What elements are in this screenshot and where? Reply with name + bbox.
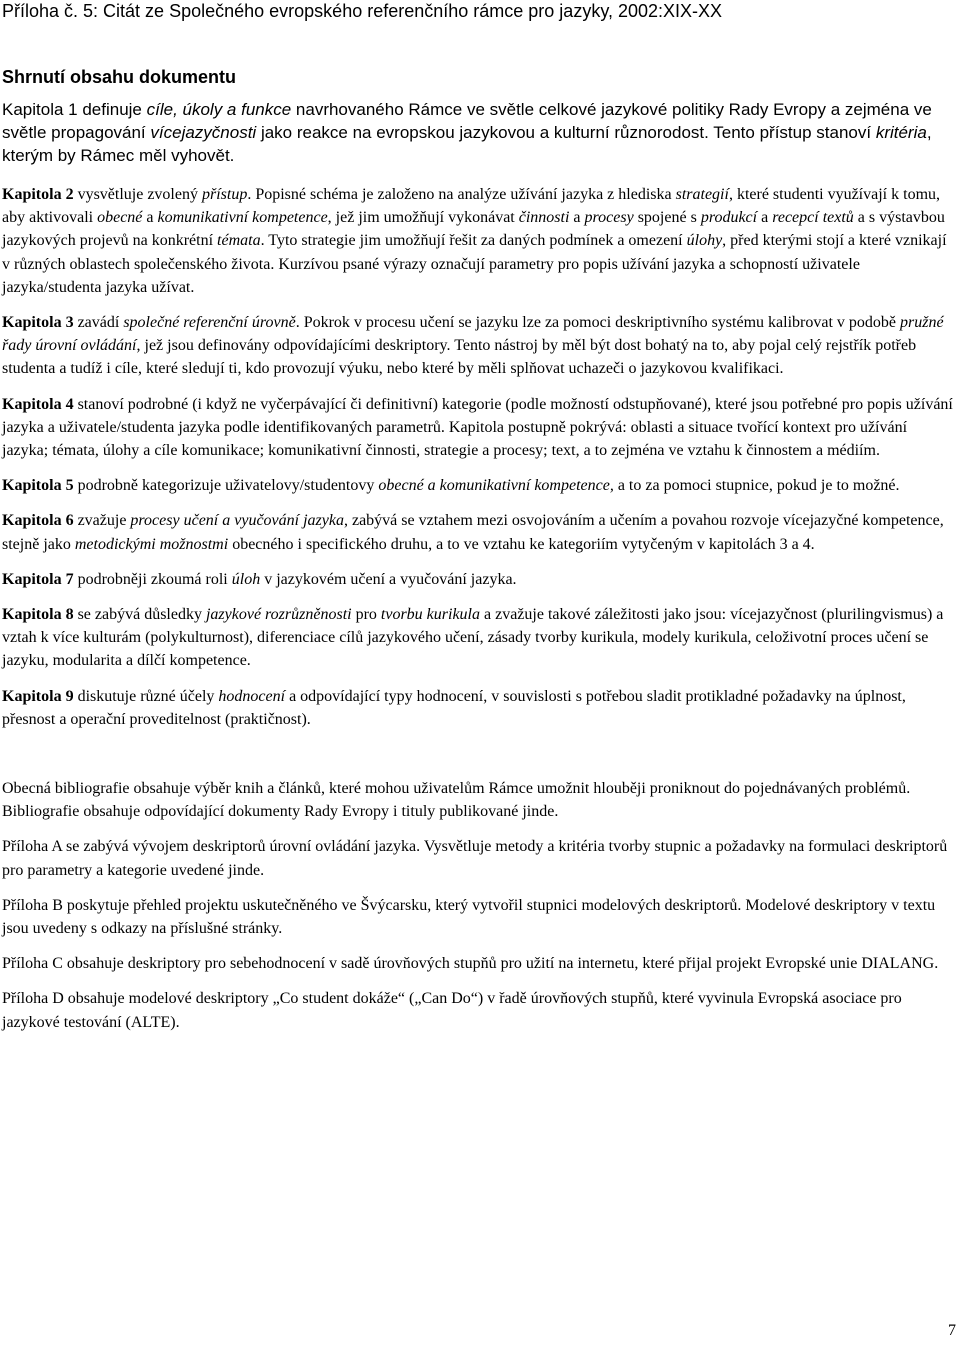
text: . Popisné schéma je založeno na analýze užívání jazyka z hlediska [247,186,676,203]
emphasis: kritéria [875,123,927,142]
text: podrobněji zkoumá roli [73,570,232,588]
chapter-1-paragraph [2,98,954,167]
chapter-label: Kapitola 7 [2,570,74,588]
emphasis: metodickými možnostmi [74,535,229,553]
chapter-label: Kapitola 4 [2,395,74,413]
text: a [569,209,585,227]
chapter-label: Kapitola 3 [2,314,74,332]
page-title: Příloha č. 5: Citát ze Společného evropského referenčního rámce pro jazyky, 2002:XIX-XX [2,1,723,21]
chapter-3-paragraph [2,311,957,381]
appendix-c-paragraph: Příloha C obsahuje deskriptory pro sebehodnocení v sadě úrovňových stupňů pro užití na internetu, které přijal projekt Evropské unie DIALANG. [2,955,939,973]
emphasis: tvorbu kurikula [380,606,480,624]
emphasis: cíle, úkoly a funkce [146,100,292,119]
text: , kterým by Rámec měl vyhovět. [2,123,932,165]
emphasis: obecné [97,209,143,227]
text: a [757,209,773,227]
page-number: 7 [948,1322,956,1339]
chapter-8-paragraph [2,603,957,673]
text: jako reakce na evropskou jazykovou a kulturní různorodost. Tento přístup stanoví [256,123,876,142]
emphasis: procesy učení a vyučování jazyka [130,512,344,530]
text: a [142,209,158,227]
text: vysvětluje zvolený [73,186,202,203]
summary-heading: Shrnutí obsahu dokumentu [2,67,236,87]
emphasis: jazykové rozrůzněnosti [205,606,352,624]
text: a zvažuje takové záležitosti jako jsou: vícejazyčnost (plurilingvismus) a vztah k více kulturám (polykulturnost), diferenciace cílů jazykového učení, zásady tvorby kurikula, modely kurikula, celoživotní proces učení se jazyku, modularita a dílčí kompetence. [2,606,944,670]
chapter-9-paragraph [2,685,957,731]
text: obecného i specifického druhu, a to ve vztahu ke kategoriím vytyčeným v kapitolách 3 a 4. [228,535,815,553]
emphasis: vícejazyčnosti [150,123,257,142]
text: stanoví podrobné (i když ne vyčerpávající či definitivní) kategorie (podle možností odstupňované), které jsou potřebné pro popis užívání jazyka a uživatele/studenta jazyka podle identifikovaných parametrů. Kapitola postupně pokrývá: oblasti a situace tvořící kontext pro užívání jazyka; témata, úlohy a cíle komunikace; komunikativní činnosti, strategie a procesy; text, a to zejména ve vztahu k činnostem a médiím. [2,395,953,460]
chapter-label: Kapitola 9 [2,687,74,705]
chapter-label: Kapitola 6 [2,512,74,530]
chapter-2-paragraph [2,183,957,299]
appendix-d-paragraph: Příloha D obsahuje modelové deskriptory „Co student dokáže“ („Can Do“) v řadě úrovňových stupňů, které vyvinula Evropská asociace pro jazykové testování (ALTE). [2,990,902,1031]
text: diskutuje různé účely [73,687,219,705]
emphasis: procesy [584,209,634,227]
emphasis: úloh [231,570,261,588]
text: , jež jim umožňují vykonávat [327,209,519,227]
document-body [2,183,957,1046]
emphasis: pružné řady úrovní ovládání [2,314,944,355]
emphasis: recepcí textů [772,209,854,227]
text: . Pokrok v procesu učení se jazyku lze za pomoci deskriptivního systému kalibrovat v podobě [295,314,900,332]
appendix-a-paragraph: Příloha A se zabývá vývojem deskriptorů úrovní ovládání jazyka. Vysvětluje metody a kritéria tvorby stupnic a požadavky na formulaci deskriptorů pro parametry a kategorie uvedené jinde. [2,838,948,879]
text: , jež jsou definovány odpovídajícími deskriptory. Tento nástroj by měl být dost bohatý na to, aby pojal celý rejstřík potřeb studenta a tudíž i cíle, které sledují ti, kdo provozují výuku, nebo které by měli splňovat uchazeči o jazykovou kvalifikaci. [2,337,917,378]
chapter-4-paragraph [2,393,957,463]
text: v jazykovém učení a vyučování jazyka. [260,570,517,588]
emphasis: produkcí [700,209,758,227]
chapter-6-paragraph [2,509,957,555]
text: Kapitola 1 definuje [2,100,147,119]
appendix-b-paragraph: Příloha B poskytuje přehled projektu uskutečněného ve Švýcarsku, který vytvořil stupnici modelových deskriptorů. Modelové deskriptory v textu jsou uvedeny s odkazy na příslušné stránky. [2,896,936,938]
text: , zabývá se vztahem mezi osvojováním a učením a povahou rozvoje vícejazyčné kompetence, stejně jako [2,512,944,553]
emphasis: hodnocení [218,687,286,705]
text: navrhovaného Rámce ve světle celkové jazykové politiky Rady Evropy a zejména ve světle propagování [2,100,932,142]
text: , které studenti využívají k tomu, aby aktivovali [2,186,941,227]
text: a odpovídající typy hodnocení, v souvislosti s potřebou sladit protikladné požadavky na úplnost, přesnost a operační proveditelnost (praktičnost). [2,687,906,728]
chapter-5-paragraph [2,474,957,497]
text: se zabývá důsledky [73,606,206,624]
text: a s výstavbou jazykových projevů na konkrétní [2,209,945,250]
text: . Tyto strategie jim umožňují řešit za daných podmínek a omezení [260,232,687,250]
text: zvažuje [73,512,131,530]
text: pro [351,606,381,624]
emphasis: úlohy [686,232,723,250]
text: spojené s [633,209,701,227]
text: , před kterými stojí a které vznikají v různých oblastech společenského života. Kurzívou psané výrazy označují parametry pro popis užívání jazyka a schopností uživatele jazyka/studenta jazyka užívat. [2,232,947,296]
emphasis: obecné a komunikativní kompetence, [378,477,614,495]
text: podrobně kategorizuje uživatelovy/studentovy [73,477,379,495]
chapter-label: Kapitola 2 [2,186,74,203]
emphasis: komunikativní kompetence [157,209,328,227]
chapter-label: Kapitola 5 [2,477,74,495]
emphasis: společné referenční úrovně [123,314,296,332]
emphasis: strategií [675,186,729,203]
chapter-7-paragraph [2,568,957,591]
bibliography-paragraph: Obecná bibliografie obsahuje výběr knih a článků, které mohou uživatelům Rámce umožnit hlouběji proniknout do pojednávaných problémů. Bibliografie obsahuje odpovídající dokumenty Rady Evropy i tituly publikované jinde. [2,780,911,821]
emphasis: činnosti [518,209,570,227]
text: a to za pomoci stupnice, pokud je to možné. [613,477,900,495]
emphasis: přístup [201,186,248,203]
emphasis: témata [217,232,261,250]
chapter-label: Kapitola 8 [2,606,74,624]
text: zavádí [73,314,124,332]
